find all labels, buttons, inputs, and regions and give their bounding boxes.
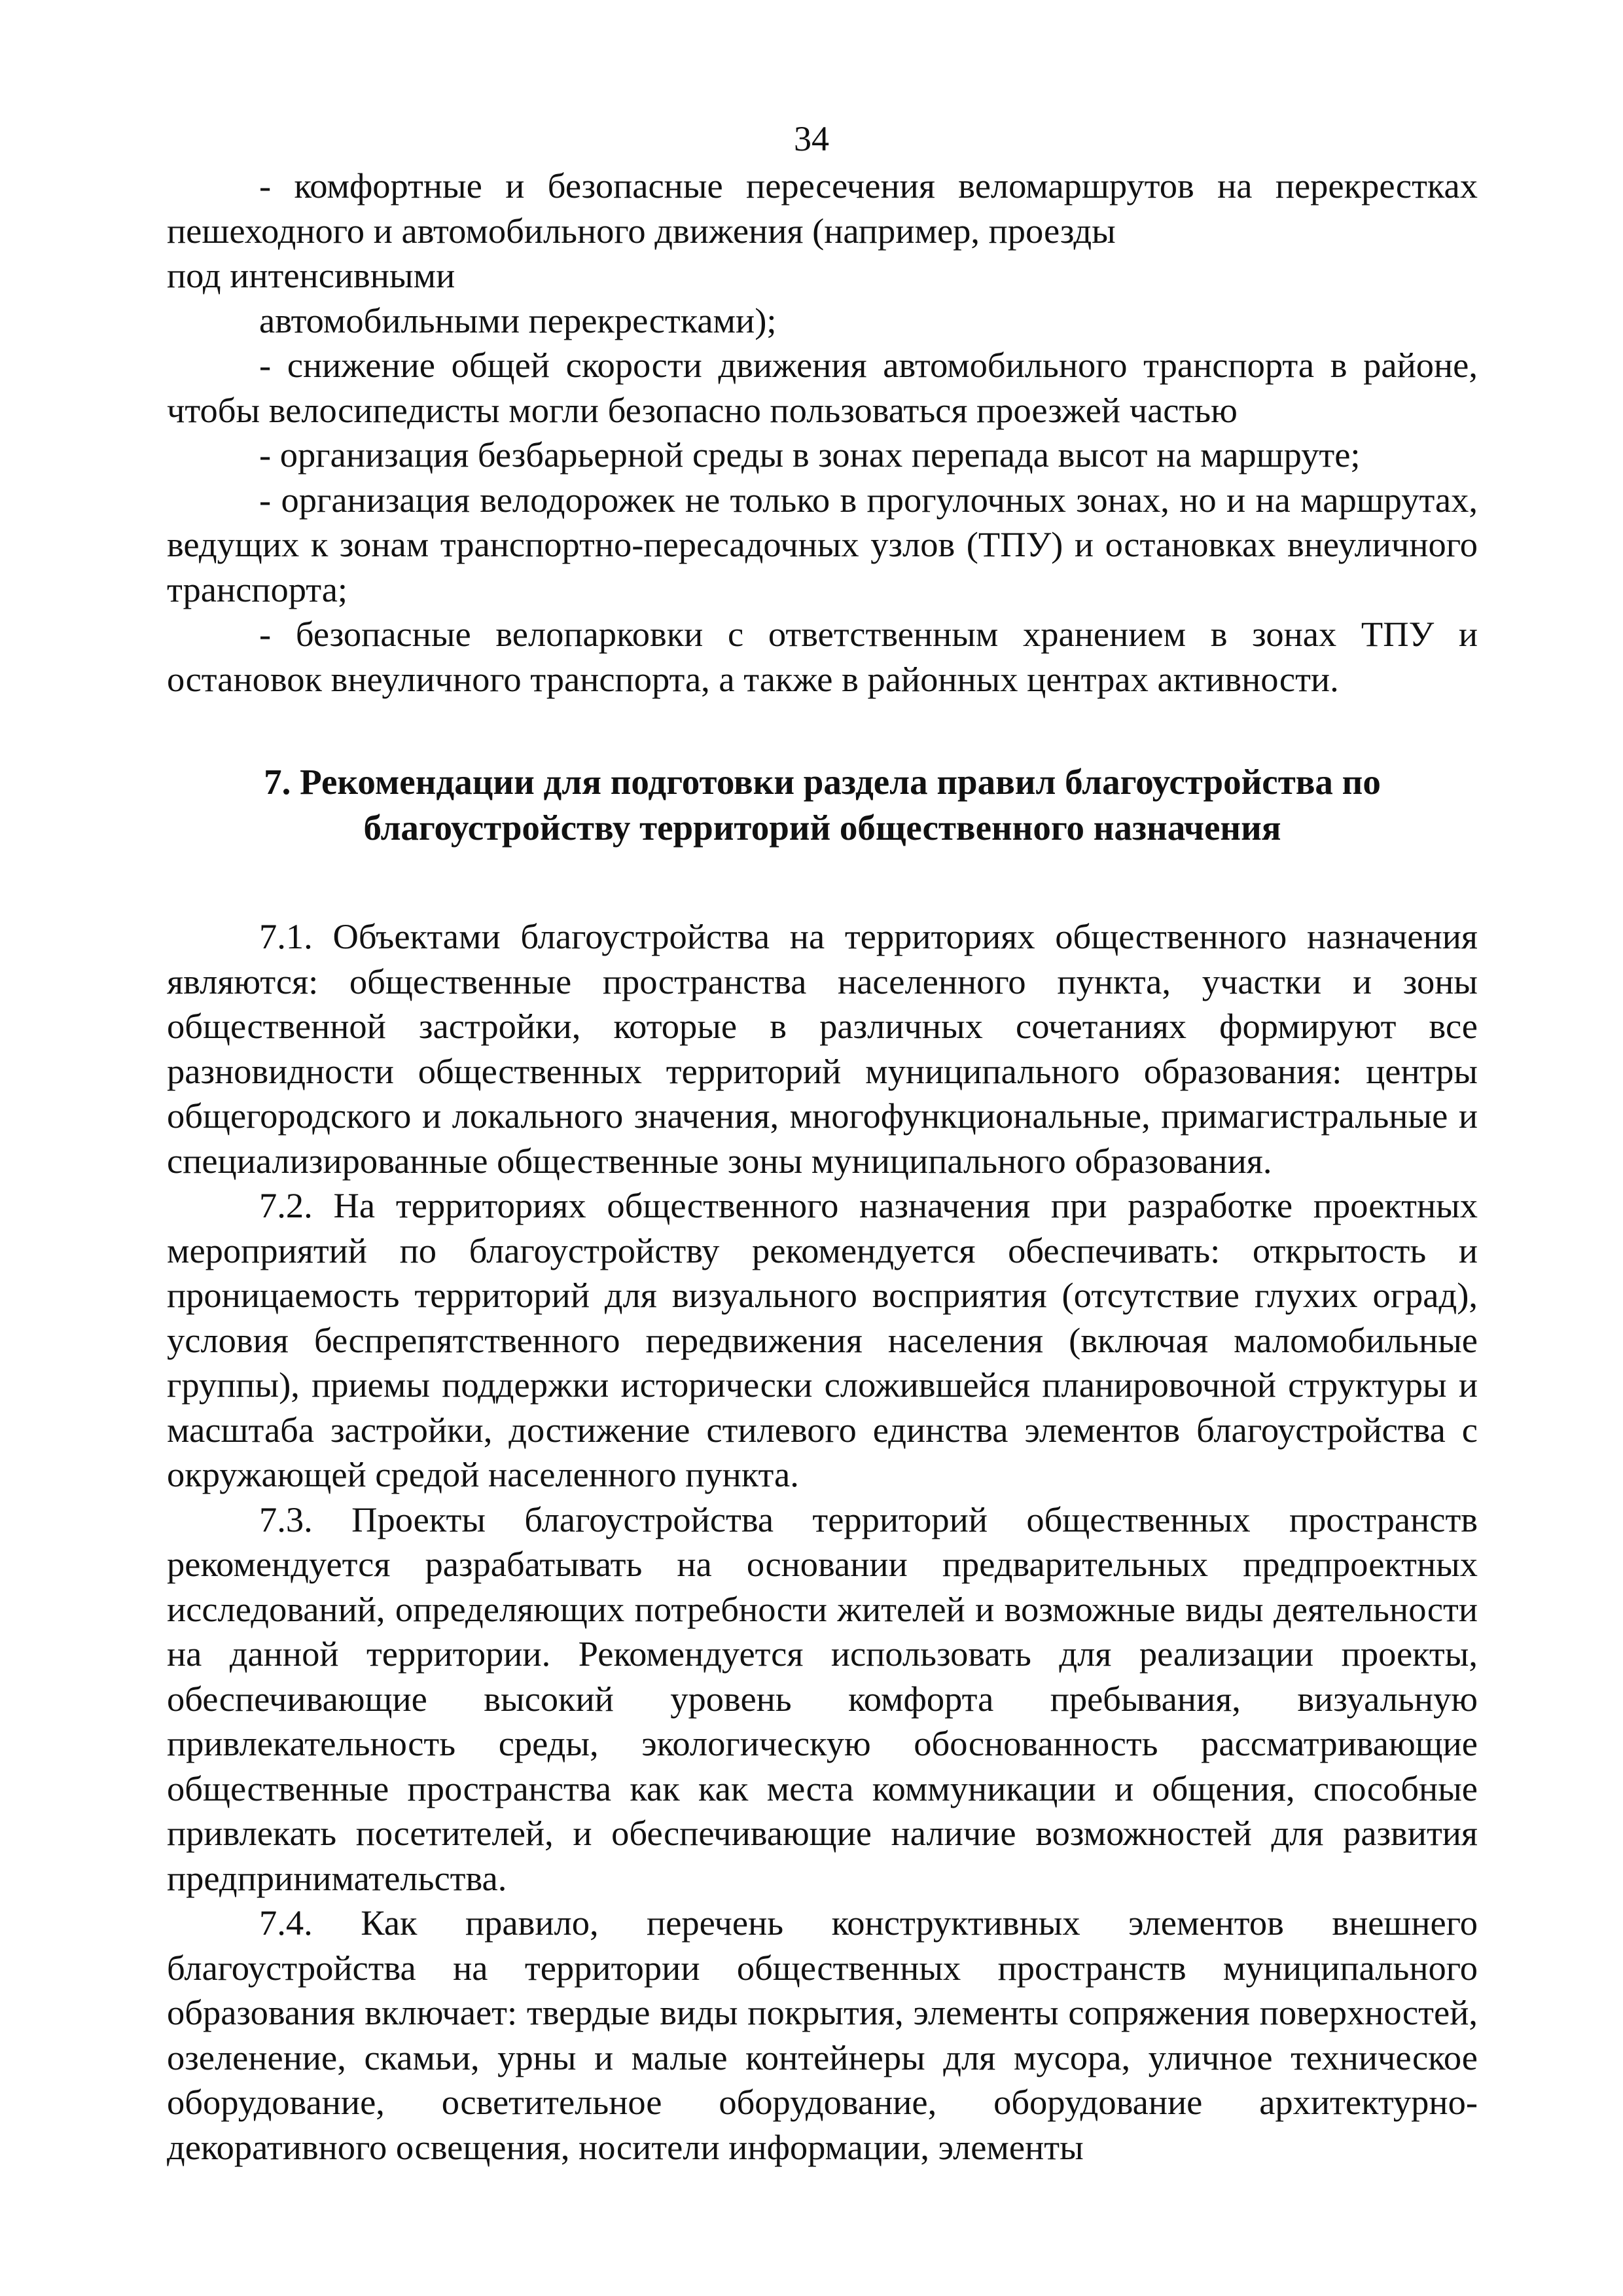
page-content xyxy=(167,164,1478,2170)
list-item-bike-lanes: - организация велодорожек не только в прогулочных зонах, но и на маршрутах, ведущих к зонам транспортно-пересадочных узлов (ТПУ) и остановках внеуличного транспорта; xyxy=(167,479,1478,609)
paragraph-7-3: 7.3. Проекты благоустройства территорий общественных пространств рекомендуется разрабатывать на основании предварительных предпроектных исследований, определяющих потребности жителей и возможные виды деятельности на данной территории. Рекомендуется использовать для реализации проекты, обеспечивающие высокий уровень комфорта пребывания, визуальную привлекательность среды, экологическую обоснованность рассматривающие общественные пространства как как места коммуникации и общения, способные привлекать посетителей, и обеспечивающие наличие возможностей для развития предпринимательства. xyxy=(167,1499,1478,1898)
list-item-continuation-2: автомобильными перекрестками); xyxy=(259,300,777,340)
paragraph-7-4: 7.4. Как правило, перечень конструктивных элементов внешнего благоустройства на территории общественных пространств муниципального образования включает: твердые виды покрытия, элементы сопряжения поверхностей, озеленение, скамьи, урны и малые контейнеры для мусора, уличное техническое оборудование, осветительное оборудование, оборудование архитектурно-декоративного освещения, носители информации, элементы xyxy=(167,1903,1478,2167)
list-item-bike-parking: - безопасные велопарковки с ответственным хранением в зонах ТПУ и остановок внеуличного транспорта, а также в районных центрах активности. xyxy=(167,614,1478,699)
paragraph-7-1: 7.1. Объектами благоустройства на территориях общественного назначения являются: общественные пространства населенного пункта, участки и зоны общественной застройки, которые в различных сочетаниях формируют все разновидности общественных территорий муниципального образования: центры общегородского и локального значения, многофункциональные, примагистральные и специализированные общественные зоны муниципального образования. xyxy=(167,916,1478,1181)
list-item-continuation: под интенсивными xyxy=(167,255,455,295)
section-heading-line-2: благоустройству территорий общественного назначения xyxy=(363,808,1281,848)
list-item-comfortable-crossings: - комфортные и безопасные пересечения веломаршрутов на перекрестках пешеходного и автомобильного движения (например, проезды xyxy=(167,166,1478,251)
section-heading xyxy=(167,759,1478,851)
list-item-speed-reduction: - снижение общей скорости движения автомобильного транспорта в районе, чтобы велосипедисты могли безопасно пользоваться проезжей частью xyxy=(167,345,1478,430)
page-number: 34 xyxy=(794,119,829,158)
paragraph-7-2: 7.2. На территориях общественного назначения при разработке проектных мероприятий по благоустройству рекомендуется обеспечивать: открытость и проницаемость территорий для визуального восприятия (отсутствие глухих оград), условия беспрепятственного передвижения населения (включая маломобильные группы), приемы поддержки исторически сложившейся планировочной структуры и масштаба застройки, достижение стилевого единства элементов благоустройства с окружающей средой населенного пункта. xyxy=(167,1185,1478,1494)
list-item-barrier-free: - организация безбарьерной среды в зонах перепада высот на маршруте; xyxy=(259,435,1361,475)
section-heading-line-1: 7. Рекомендации для подготовки раздела правил благоустройства по xyxy=(264,762,1381,802)
